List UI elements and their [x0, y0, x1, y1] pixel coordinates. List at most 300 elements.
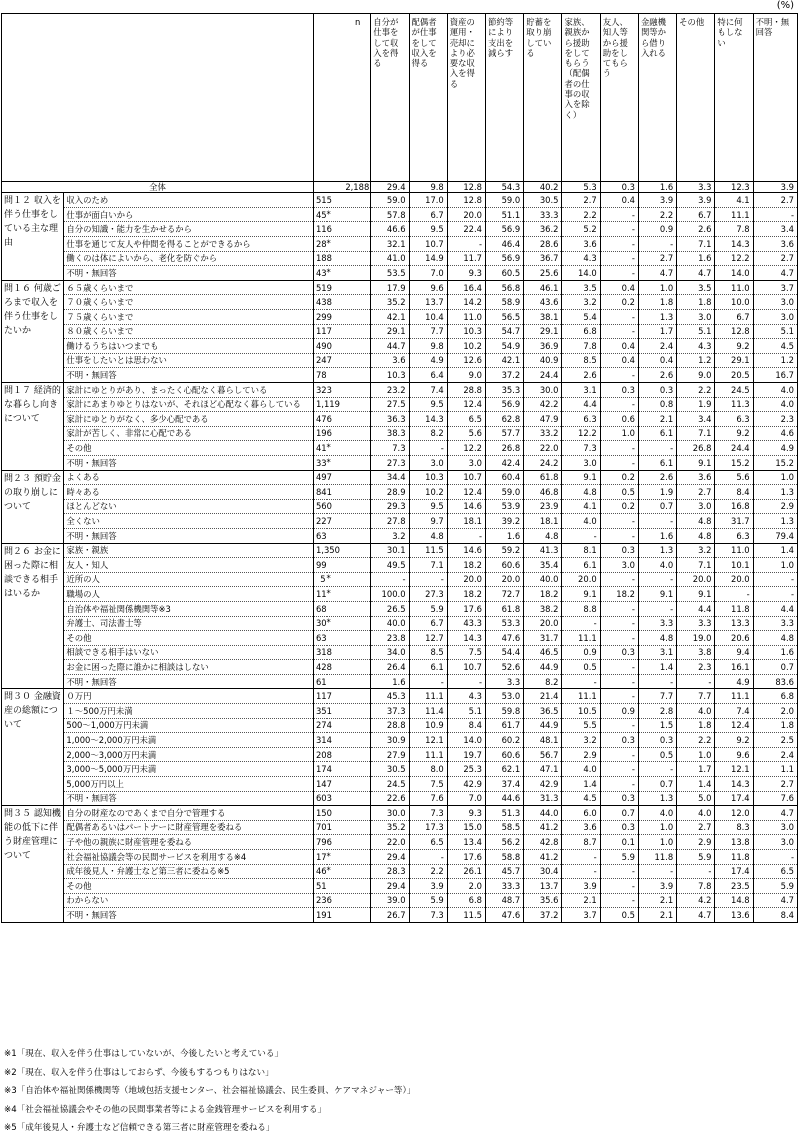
row-value: 10.0 [715, 295, 753, 310]
row-value: 1.6 [677, 251, 715, 266]
row-value: 3.0 [753, 820, 797, 835]
row-label: 時々ある [64, 485, 314, 500]
row-value: - [600, 310, 638, 325]
small-sample-marker: * [327, 850, 371, 865]
row-value: 4.4 [677, 601, 715, 616]
row-n: 45 [313, 207, 326, 222]
row-value: 1.3 [638, 543, 676, 558]
row-value: 3.0 [677, 499, 715, 514]
row-value: 26.7 [371, 908, 409, 923]
row-value: 22.0 [524, 441, 562, 456]
row-value: 44.7 [371, 339, 409, 354]
row-value: 6.8 [753, 689, 797, 704]
row-value: 4.4 [753, 601, 797, 616]
row-value: 1.1 [753, 762, 797, 777]
row-n: 701 [313, 820, 326, 835]
row-value: 1.3 [638, 310, 676, 325]
row-value: 3.9 [562, 879, 600, 894]
row-value: 13.4 [447, 835, 485, 850]
row-value: 17.4 [715, 864, 753, 879]
row-n: 41 [313, 441, 326, 456]
row-value: - [600, 718, 638, 733]
row-value: 10.3 [371, 368, 409, 383]
table-row [2, 383, 798, 398]
row-n: 196 [313, 426, 326, 441]
row-value: 0.9 [562, 645, 600, 660]
row-value: 4.7 [753, 266, 797, 281]
row-label: 不明・無回答 [64, 791, 314, 806]
row-value: 5.6 [715, 470, 753, 485]
row-label: １～500万円未満 [64, 704, 314, 719]
row-label: 家計にゆとりがなく、多少心配である [64, 412, 314, 427]
row-value: 5.5 [562, 718, 600, 733]
row-value: 36.2 [524, 222, 562, 237]
row-label: ６５歳くらいまで [64, 280, 314, 295]
table-row [2, 485, 798, 500]
row-value: 3.3 [753, 616, 797, 631]
small-sample-marker [327, 601, 371, 616]
row-label: 仕事が面白いから [64, 207, 314, 222]
row-value: 11.1 [715, 689, 753, 704]
row-value: 13.6 [715, 908, 753, 923]
row-value: 2.9 [753, 499, 797, 514]
row-value: 42.1 [486, 353, 524, 368]
row-label: 友人・知人 [64, 558, 314, 573]
row-label: 1,000～2,000万円未満 [64, 733, 314, 748]
row-value: - [715, 587, 753, 602]
row-value: 20.0 [562, 572, 600, 587]
table-row [2, 207, 798, 222]
row-value: 59.2 [486, 543, 524, 558]
row-value: 14.2 [447, 295, 485, 310]
row-value: 1.7 [638, 324, 676, 339]
row-value: 8.3 [715, 820, 753, 835]
row-value: 3.2 [371, 528, 409, 543]
row-value: 2.1 [638, 908, 676, 923]
row-value: 0.3 [638, 383, 676, 398]
row-value: 7.7 [638, 689, 676, 704]
row-value: 42.9 [447, 777, 485, 792]
row-value: 4.1 [562, 499, 600, 514]
row-label: 近所の人 [64, 572, 314, 587]
row-value: - [753, 850, 797, 865]
row-label: その他 [64, 631, 314, 646]
question-label: 問３５ 認知機能の低下に伴う財産管理について [2, 806, 64, 923]
total-value: 3.3 [677, 182, 715, 193]
row-value: 9.0 [677, 368, 715, 383]
row-label: よくある [64, 470, 314, 485]
row-value: 3.5 [562, 280, 600, 295]
table-row [2, 820, 798, 835]
small-sample-marker [327, 528, 371, 543]
row-value: 17.3 [409, 820, 447, 835]
row-value: 4.5 [562, 791, 600, 806]
row-value: 1.6 [486, 528, 524, 543]
row-value: 12.2 [447, 441, 485, 456]
row-value: - [600, 397, 638, 412]
row-label: 自分の知識・能力を生かせるから [64, 222, 314, 237]
row-value: 2.3 [753, 412, 797, 427]
row-value: 2.1 [638, 412, 676, 427]
row-value: 12.6 [447, 353, 485, 368]
small-sample-marker [327, 426, 371, 441]
row-value: 48.7 [486, 893, 524, 908]
row-value: 0.8 [638, 397, 676, 412]
small-sample-marker [327, 893, 371, 908]
row-value: 24.5 [371, 777, 409, 792]
column-header: 資産の運用・売却により必要な収入を得る [447, 14, 485, 182]
table-row [2, 266, 798, 281]
row-value: 26.8 [677, 441, 715, 456]
small-sample-marker: * [327, 864, 371, 879]
table-row [2, 850, 798, 865]
row-value: 0.9 [638, 222, 676, 237]
row-value: 36.9 [524, 339, 562, 354]
small-sample-marker [327, 353, 371, 368]
row-value: 4.8 [524, 528, 562, 543]
row-value: 35.3 [486, 383, 524, 398]
row-value: 47.6 [486, 908, 524, 923]
row-value: 17.0 [409, 193, 447, 208]
row-value: 3.9 [677, 193, 715, 208]
small-sample-marker [327, 879, 371, 894]
row-value: - [600, 251, 638, 266]
row-value: 61.7 [486, 718, 524, 733]
row-value: - [600, 368, 638, 383]
row-value: 18.2 [447, 587, 485, 602]
row-value: 3.0 [409, 455, 447, 470]
row-value: 6.1 [638, 455, 676, 470]
row-n: 117 [313, 324, 326, 339]
row-label: お金に困った際に誰かに相談はしない [64, 660, 314, 675]
row-value: 16.7 [753, 368, 797, 383]
small-sample-marker [327, 499, 371, 514]
row-value: 17.9 [371, 280, 409, 295]
row-value: 0.4 [600, 339, 638, 354]
row-value: 48.1 [524, 733, 562, 748]
row-value: 11.5 [409, 543, 447, 558]
row-value: 3.0 [600, 558, 638, 573]
row-value: 24.4 [524, 368, 562, 383]
row-value: 7.4 [409, 383, 447, 398]
row-n: 5 [313, 572, 326, 587]
row-value: 5.9 [600, 850, 638, 865]
row-value: 0.7 [753, 660, 797, 675]
row-value: 46.8 [524, 485, 562, 500]
table-row [2, 353, 798, 368]
row-value: 12.1 [409, 733, 447, 748]
row-value: 8.4 [753, 908, 797, 923]
row-value: 14.9 [409, 251, 447, 266]
row-value: 6.5 [409, 835, 447, 850]
row-value: 2.9 [677, 835, 715, 850]
table-row [2, 660, 798, 675]
row-value: 4.8 [677, 514, 715, 529]
row-value: 1.0 [638, 835, 676, 850]
row-n: 191 [313, 908, 326, 923]
row-value: 7.0 [409, 266, 447, 281]
row-value: 54.4 [486, 645, 524, 660]
row-value: 7.3 [371, 441, 409, 456]
row-n: 351 [313, 704, 326, 719]
row-value: 62.1 [486, 762, 524, 777]
row-n: 30 [313, 616, 326, 631]
row-value: 61.8 [524, 470, 562, 485]
row-value: - [600, 222, 638, 237]
row-label: 家計にあまりゆとりはないが、それほど心配なく暮らしている [64, 397, 314, 412]
row-value: 26.5 [371, 601, 409, 616]
row-value: 7.1 [409, 558, 447, 573]
row-value: 3.0 [753, 295, 797, 310]
row-value: 9.6 [715, 747, 753, 762]
row-value: 56.8 [486, 280, 524, 295]
row-n: 61 [313, 674, 326, 689]
row-value: 3.1 [562, 383, 600, 398]
table-row [2, 631, 798, 646]
row-value: 83.6 [753, 674, 797, 689]
row-value: 27.3 [371, 455, 409, 470]
small-sample-marker [327, 718, 371, 733]
row-value: 1.3 [638, 791, 676, 806]
row-value: 30.4 [524, 864, 562, 879]
row-value: 34.4 [371, 470, 409, 485]
row-value: 11.4 [409, 704, 447, 719]
row-value: 28.3 [371, 864, 409, 879]
row-value: - [600, 207, 638, 222]
row-value: 2.6 [562, 368, 600, 383]
row-value: 42.2 [524, 397, 562, 412]
row-value: 11.8 [715, 850, 753, 865]
row-label: わからない [64, 893, 314, 908]
row-value: 56.5 [486, 310, 524, 325]
row-value: 9.1 [638, 587, 676, 602]
small-sample-marker: * [327, 266, 371, 281]
small-sample-marker [327, 660, 371, 675]
row-value: 56.9 [486, 251, 524, 266]
row-value: 4.7 [753, 893, 797, 908]
row-value: 14.3 [447, 631, 485, 646]
row-value: 0.4 [600, 353, 638, 368]
table-row [2, 791, 798, 806]
table-row [2, 222, 798, 237]
row-value: 4.5 [753, 339, 797, 354]
table-row [2, 251, 798, 266]
row-value: 6.3 [562, 412, 600, 427]
row-value: 29.1 [524, 324, 562, 339]
row-value: - [600, 441, 638, 456]
row-label: 500～1,000万円未満 [64, 718, 314, 733]
row-value: 5.0 [677, 791, 715, 806]
row-value: 31.7 [524, 631, 562, 646]
row-value: - [600, 777, 638, 792]
row-value: 26.4 [371, 660, 409, 675]
row-value: - [600, 631, 638, 646]
row-label: 配偶者あるいはパートナーに財産管理を委ねる [64, 820, 314, 835]
row-value: 9.8 [409, 339, 447, 354]
row-label: 仕事を通じて友人や仲間を得ることができるから [64, 237, 314, 252]
row-value: 1.2 [677, 353, 715, 368]
row-value: 0.4 [600, 280, 638, 295]
row-value: 0.7 [600, 806, 638, 821]
row-value: 14.0 [715, 266, 753, 281]
row-value: - [600, 572, 638, 587]
row-value: 25.6 [524, 266, 562, 281]
row-value: 0.2 [600, 499, 638, 514]
row-label: 家族・親族 [64, 543, 314, 558]
row-value: 0.6 [600, 412, 638, 427]
table-row [2, 543, 798, 558]
row-value: 9.1 [562, 587, 600, 602]
row-label: 3,000～5,000万円未満 [64, 762, 314, 777]
cross-tabulation-table [1, 13, 798, 923]
row-value: 40.9 [524, 353, 562, 368]
row-value: 12.8 [715, 324, 753, 339]
small-sample-marker [327, 704, 371, 719]
row-value: 10.7 [447, 660, 485, 675]
total-value: 1.6 [638, 182, 676, 193]
row-value: 24.2 [524, 455, 562, 470]
table-row [2, 864, 798, 879]
row-value: - [600, 324, 638, 339]
row-value: 4.3 [677, 339, 715, 354]
row-value: 22.6 [371, 791, 409, 806]
row-value: 6.3 [715, 528, 753, 543]
row-value: 60.6 [486, 747, 524, 762]
row-value: 3.9 [638, 193, 676, 208]
row-value: 20.0 [677, 572, 715, 587]
row-value: 3.0 [562, 455, 600, 470]
row-value: 9.0 [447, 368, 485, 383]
row-value: 7.6 [753, 791, 797, 806]
row-value: 2.7 [562, 193, 600, 208]
row-value: 56.7 [524, 747, 562, 762]
row-value: - [600, 455, 638, 470]
row-value: 0.3 [600, 383, 638, 398]
row-value: 3.3 [638, 616, 676, 631]
row-label: 成年後見人・弁護士など第三者に委ねる※5 [64, 864, 314, 879]
table-row [2, 499, 798, 514]
unit-label: (%) [776, 0, 794, 11]
row-value: 2.1 [562, 893, 600, 908]
row-value: 53.0 [486, 689, 524, 704]
row-value: 10.4 [409, 310, 447, 325]
row-value: 3.9 [638, 879, 676, 894]
row-value: 14.3 [409, 412, 447, 427]
row-value: 2.8 [638, 704, 676, 719]
row-n: 68 [313, 601, 326, 616]
row-value: 44.6 [486, 791, 524, 806]
small-sample-marker [327, 251, 371, 266]
row-value: - [600, 864, 638, 879]
row-value: 3.2 [562, 295, 600, 310]
row-value: 10.7 [409, 237, 447, 252]
total-value: 54.3 [486, 182, 524, 193]
row-n: 1,350 [313, 543, 326, 558]
row-value: 3.6 [562, 820, 600, 835]
row-label: ０万円 [64, 689, 314, 704]
row-n: 515 [313, 193, 326, 208]
row-value: 12.4 [715, 718, 753, 733]
row-value: 6.7 [409, 207, 447, 222]
table-row [2, 908, 798, 923]
row-label: 不明・無回答 [64, 674, 314, 689]
small-sample-marker [327, 558, 371, 573]
row-value: 1.2 [753, 353, 797, 368]
row-n: 116 [313, 222, 326, 237]
row-value: 2.2 [562, 207, 600, 222]
row-value: 30.5 [371, 762, 409, 777]
row-value: 0.7 [638, 499, 676, 514]
row-value: 20.0 [524, 616, 562, 631]
row-value: 27.5 [371, 397, 409, 412]
row-value: 37.4 [486, 777, 524, 792]
question-label: 問２３ 預貯金の取り崩しについて [2, 470, 64, 543]
footnote: ※1「現在、収入を伴う仕事はしていないが、今後したいと考えている」 [4, 1049, 284, 1059]
row-label: 働けるうちはいつまでも [64, 339, 314, 354]
footnote: ※4「社会福祉協議会やその他の民間事業者等による金銭管理サービスを利用する」 [4, 1104, 327, 1115]
row-value: 1.4 [562, 777, 600, 792]
row-n: 150 [313, 806, 326, 821]
total-value: 0.3 [600, 182, 638, 193]
row-value: 12.1 [715, 762, 753, 777]
row-value: 61.8 [486, 601, 524, 616]
row-value: 1.6 [638, 528, 676, 543]
row-label: 自分の財産なのであくまで自分で管理する [64, 806, 314, 821]
row-value: 0.5 [562, 660, 600, 675]
row-value: 2.9 [562, 747, 600, 762]
row-value: 10.3 [447, 324, 485, 339]
row-label: 2,000～3,000万円未満 [64, 747, 314, 762]
row-value: 29.1 [371, 324, 409, 339]
row-value: 27.3 [409, 587, 447, 602]
row-n: 274 [313, 718, 326, 733]
row-value: 14.3 [715, 237, 753, 252]
row-value: 16.8 [715, 499, 753, 514]
row-value: 10.2 [447, 339, 485, 354]
row-value: 1.4 [677, 777, 715, 792]
row-value: 0.9 [600, 704, 638, 719]
row-value: 12.0 [715, 806, 753, 821]
row-value: - [600, 689, 638, 704]
row-value: 0.3 [638, 733, 676, 748]
table-row [2, 193, 798, 208]
small-sample-marker [327, 280, 371, 295]
small-sample-marker [327, 645, 371, 660]
row-value: 3.8 [677, 645, 715, 660]
row-value: 9.5 [409, 397, 447, 412]
row-value: 54.7 [486, 324, 524, 339]
table-row [2, 412, 798, 427]
row-value: 5.1 [753, 324, 797, 339]
row-value: 23.9 [524, 499, 562, 514]
row-value: 33.3 [486, 879, 524, 894]
total-value: 12.3 [715, 182, 753, 193]
row-value: 10.5 [562, 704, 600, 719]
row-value: 30.0 [371, 806, 409, 821]
header-blank [2, 14, 314, 182]
row-value: 11.8 [638, 850, 676, 865]
row-value: - [677, 864, 715, 879]
row-value: 6.7 [677, 207, 715, 222]
row-value: 12.2 [715, 251, 753, 266]
row-value: 2.7 [753, 193, 797, 208]
row-value: - [600, 674, 638, 689]
row-value: 3.5 [677, 280, 715, 295]
row-value: - [447, 674, 485, 689]
row-value: 58.8 [486, 850, 524, 865]
row-value: - [562, 864, 600, 879]
row-value: 43.6 [524, 295, 562, 310]
